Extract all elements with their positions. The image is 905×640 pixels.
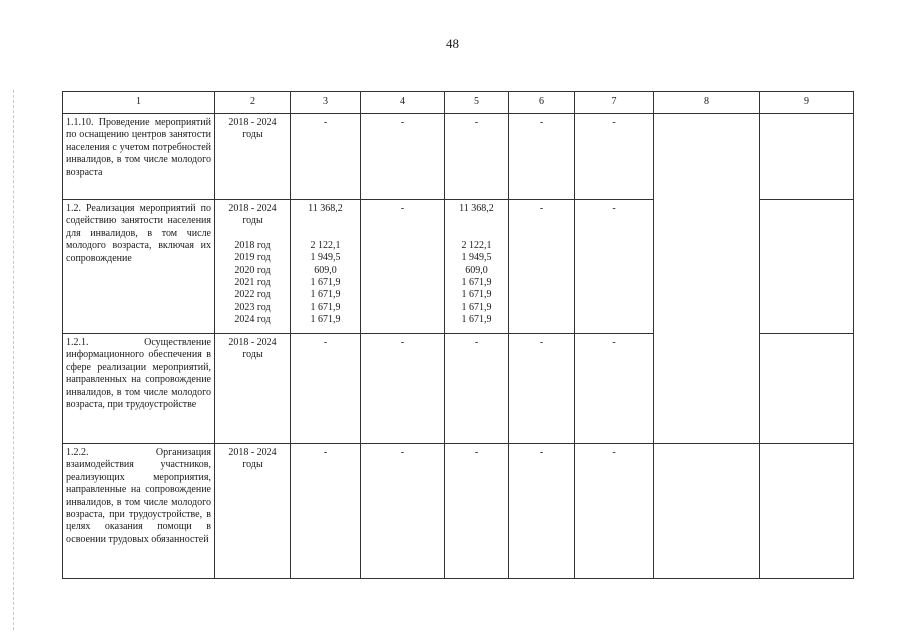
- year-value: 1 671,9: [310, 314, 341, 326]
- period-unit: годы: [242, 215, 263, 227]
- column-header: 6: [509, 92, 575, 114]
- cell-col5: -: [445, 444, 509, 579]
- period-unit: годы: [242, 129, 263, 141]
- period-range: 2018 - 2024: [228, 203, 277, 214]
- year-value: 1 671,9: [310, 277, 341, 289]
- year-value: 609,0: [314, 264, 337, 276]
- year-label: 2023 год: [234, 301, 271, 313]
- cell-col8: [654, 444, 760, 579]
- period-cell: [215, 114, 291, 200]
- year-label: 2020 год: [234, 264, 271, 276]
- period-cell: [215, 200, 291, 334]
- cell-col4: -: [361, 114, 445, 200]
- cell-col3: [291, 200, 361, 334]
- cell-col4: -: [361, 200, 445, 334]
- cell-col9: [760, 200, 854, 334]
- total-value: 11 368,2: [459, 203, 494, 214]
- year-value: 1 671,9: [461, 314, 492, 326]
- total-value: 11 368,2: [308, 203, 343, 214]
- cell-col5: -: [445, 114, 509, 200]
- year-value: 609,0: [465, 264, 488, 276]
- cell-col9: [760, 334, 854, 444]
- column-header: 1: [63, 92, 215, 114]
- column-header: 8: [654, 92, 760, 114]
- cell-col9: [760, 114, 854, 200]
- cell-col8: [654, 114, 760, 444]
- year-value: 1 671,9: [461, 277, 492, 289]
- year-value: 1 671,9: [461, 289, 492, 301]
- period-cell: [215, 444, 291, 579]
- cell-col9: [760, 444, 854, 579]
- period-range: 2018 - 2024: [228, 117, 277, 128]
- period-range: 2018 - 2024: [228, 447, 277, 458]
- cell-col5: -: [445, 334, 509, 444]
- table-row: [63, 114, 854, 200]
- column-header: 7: [575, 92, 654, 114]
- cell-col7: -: [575, 114, 654, 200]
- period-range: 2018 - 2024: [228, 337, 277, 348]
- year-label: 2022 год: [234, 289, 271, 301]
- cell-col7: -: [575, 200, 654, 334]
- cell-col3: -: [291, 334, 361, 444]
- column-header: 5: [445, 92, 509, 114]
- table-row: [63, 444, 854, 579]
- measure-description: 1.2. Реализация мероприятий по содействию занятости населения для инвалидов, в том числе молодого возраста, включая их сопровождение: [63, 200, 215, 334]
- measure-description: 1.2.2. Организация взаимодействия участников, реализующих мероприятия, направленные на сопровождение инвалидов, в том числе молодого возраста, при трудоустройстве, в целях оказания помощи в освоении трудовых обязанностей: [63, 444, 215, 579]
- cell-col6: -: [509, 114, 575, 200]
- cell-col4: -: [361, 334, 445, 444]
- cell-col5: [445, 200, 509, 334]
- year-value: 2 122,1: [461, 239, 492, 251]
- year-value: 2 122,1: [310, 239, 341, 251]
- year-label: 2021 год: [234, 277, 271, 289]
- program-table: [62, 91, 854, 579]
- year-label: 2019 год: [234, 252, 271, 264]
- year-value: 1 671,9: [461, 301, 492, 313]
- period-unit: годы: [242, 459, 263, 471]
- margin-scan-marks: [13, 90, 15, 630]
- year-value: 1 949,5: [310, 252, 341, 264]
- cell-col3: -: [291, 444, 361, 579]
- column-header: 9: [760, 92, 854, 114]
- column-header: 2: [215, 92, 291, 114]
- year-value: 1 671,9: [310, 289, 341, 301]
- page-number: 48: [446, 36, 459, 51]
- cell-col7: -: [575, 444, 654, 579]
- year-value: 1 671,9: [310, 301, 341, 313]
- cell-col6: -: [509, 334, 575, 444]
- column-number-row: [63, 92, 854, 114]
- period-cell: [215, 334, 291, 444]
- cell-col4: -: [361, 444, 445, 579]
- cell-col6: -: [509, 200, 575, 334]
- year-value: 1 949,5: [461, 252, 492, 264]
- year-label: 2018 год: [234, 239, 271, 251]
- period-unit: годы: [242, 349, 263, 361]
- measure-description: 1.2.1. Осуществление информационного обеспечения в сфере реализации мероприятий, направленных на сопровождение инвалидов, в том числе молодого возраста, при трудоустройстве: [63, 334, 215, 444]
- cell-col7: -: [575, 334, 654, 444]
- column-header: 4: [361, 92, 445, 114]
- year-label: 2024 год: [234, 314, 271, 326]
- cell-col6: -: [509, 444, 575, 579]
- column-header: 3: [291, 92, 361, 114]
- cell-col3: -: [291, 114, 361, 200]
- measure-description: 1.1.10. Проведение мероприятий по оснащению центров занятости населения с учетом потребностей инвалидов, в том числе молодого возраста: [63, 114, 215, 200]
